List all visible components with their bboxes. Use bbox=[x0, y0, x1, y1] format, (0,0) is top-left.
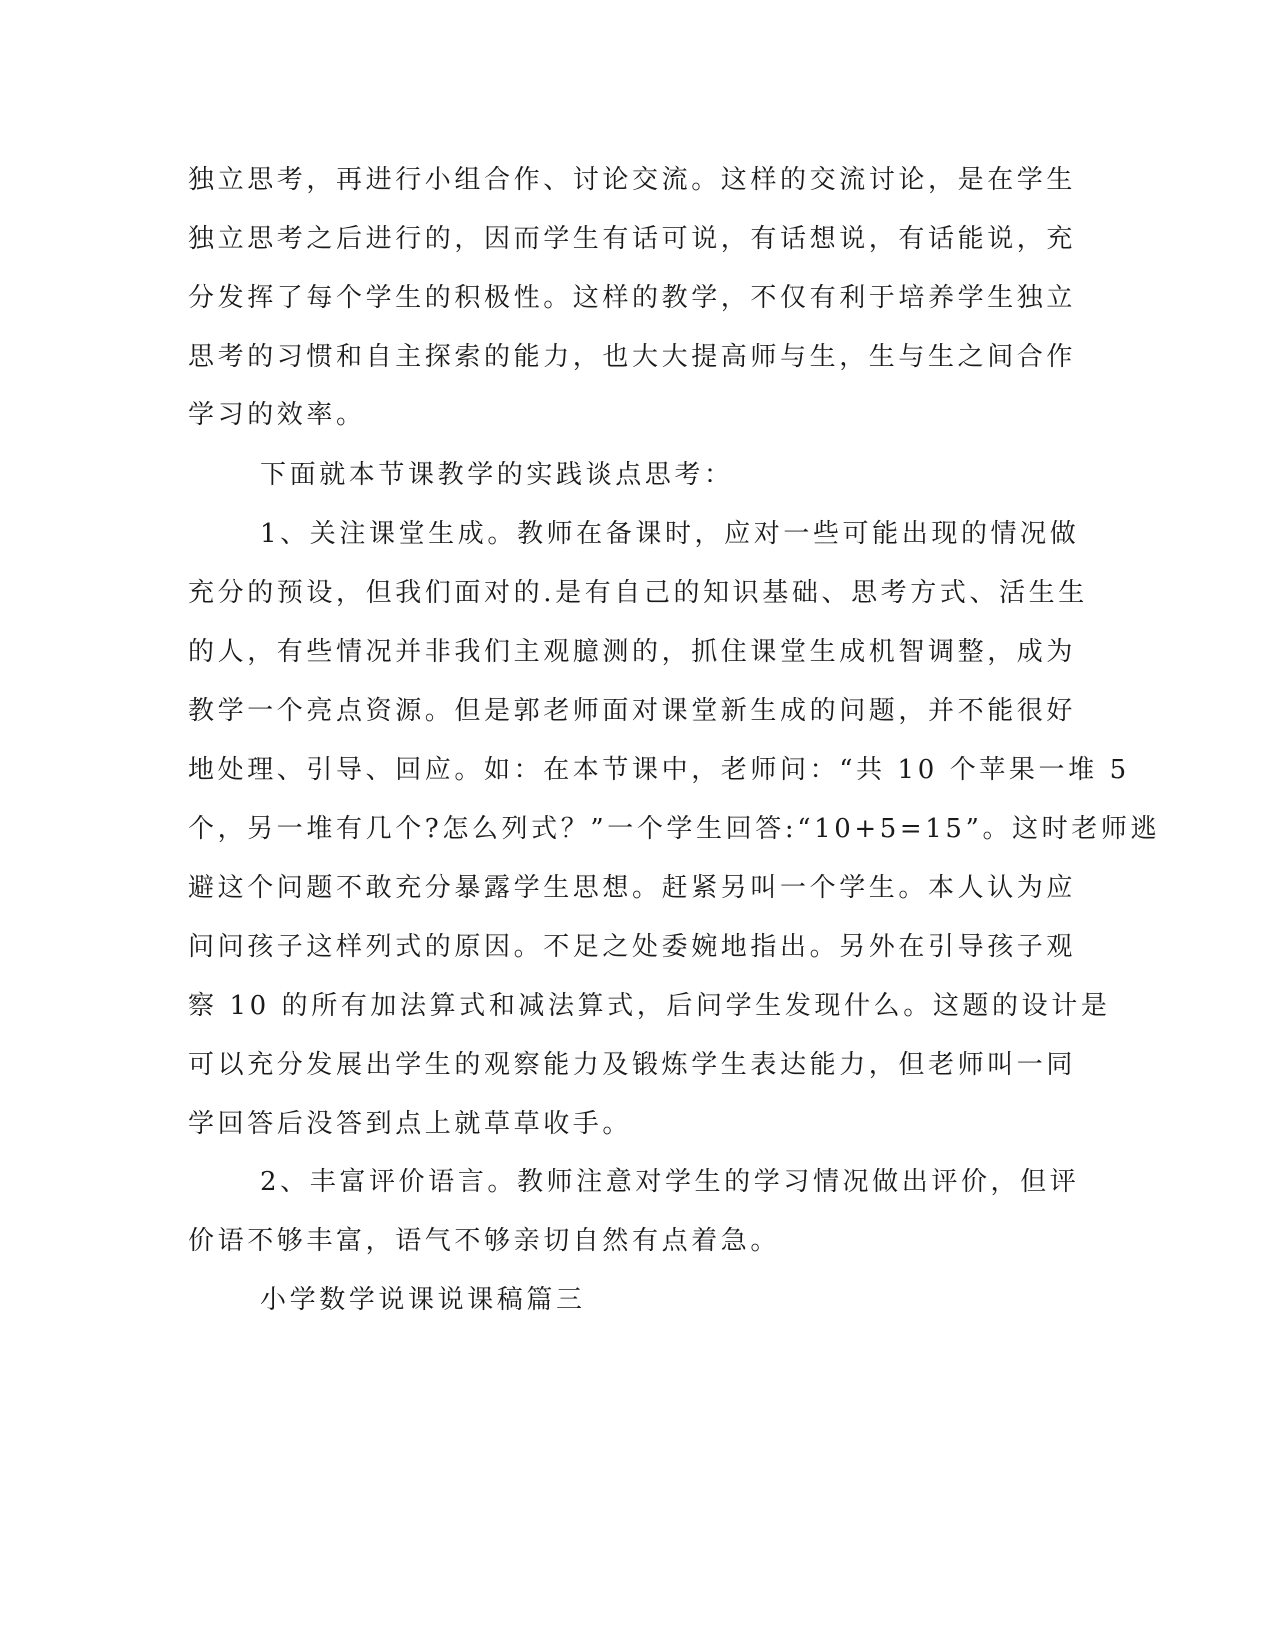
text-line: 问问孩子这样列式的原因。不足之处委婉地指出。另外在引导孩子观 bbox=[188, 932, 1077, 962]
point-2-heading: 2、丰富评价语言。教师注意对学生的学习情况做出评价，但评 bbox=[260, 1167, 1080, 1197]
section-intro: 下面就本节课教学的实践谈点思考： bbox=[260, 460, 734, 490]
text-line: 思考的习惯和自主探索的能力，也大大提高师与生，生与生之间合作 bbox=[188, 342, 1077, 372]
text-line: 可以充分发展出学生的观察能力及锻炼学生表达能力，但老师叫一同 bbox=[188, 1050, 1077, 1080]
text-line: 价语不够丰富，语气不够亲切自然有点着急。 bbox=[188, 1226, 781, 1256]
text-line: 教学一个亮点资源。但是郭老师面对课堂新生成的问题，并不能很好 bbox=[188, 696, 1077, 726]
text-line: 学回答后没答到点上就草草收手。 bbox=[188, 1109, 633, 1139]
text-line: 充分的预设，但我们面对的.是有自己的知识基础、思考方式、活生生 bbox=[188, 578, 1088, 608]
text-line: 地处理、引导、回应。如：在本节课中，老师问：“共 10 个苹果一堆 5 bbox=[188, 755, 1130, 785]
text-line: 个，另一堆有几个?怎么列式？”一个学生回答:“10+5=15”。这时老师逃 bbox=[188, 814, 1161, 844]
text-line: 独立思考，再进行小组合作、讨论交流。这样的交流讨论，是在学生 bbox=[188, 165, 1077, 195]
section-title: 小学数学说课说课稿篇三 bbox=[260, 1285, 586, 1315]
text-line: 学习的效率。 bbox=[188, 400, 366, 430]
text-line: 分发挥了每个学生的积极性。这样的教学，不仅有利于培养学生独立 bbox=[188, 283, 1077, 313]
text-line: 避这个问题不敢充分暴露学生思想。赶紧另叫一个学生。本人认为应 bbox=[188, 873, 1077, 903]
point-1-heading: 1、关注课堂生成。教师在备课时，应对一些可能出现的情况做 bbox=[260, 519, 1080, 549]
text-line: 的人，有些情况并非我们主观臆测的，抓住课堂生成机智调整，成为 bbox=[188, 637, 1077, 667]
text-line: 独立思考之后进行的，因而学生有话可说，有话想说，有话能说，充 bbox=[188, 224, 1077, 254]
text-line: 察 10 的所有加法算式和减法算式，后问学生发现什么。这题的设计是 bbox=[188, 991, 1111, 1021]
